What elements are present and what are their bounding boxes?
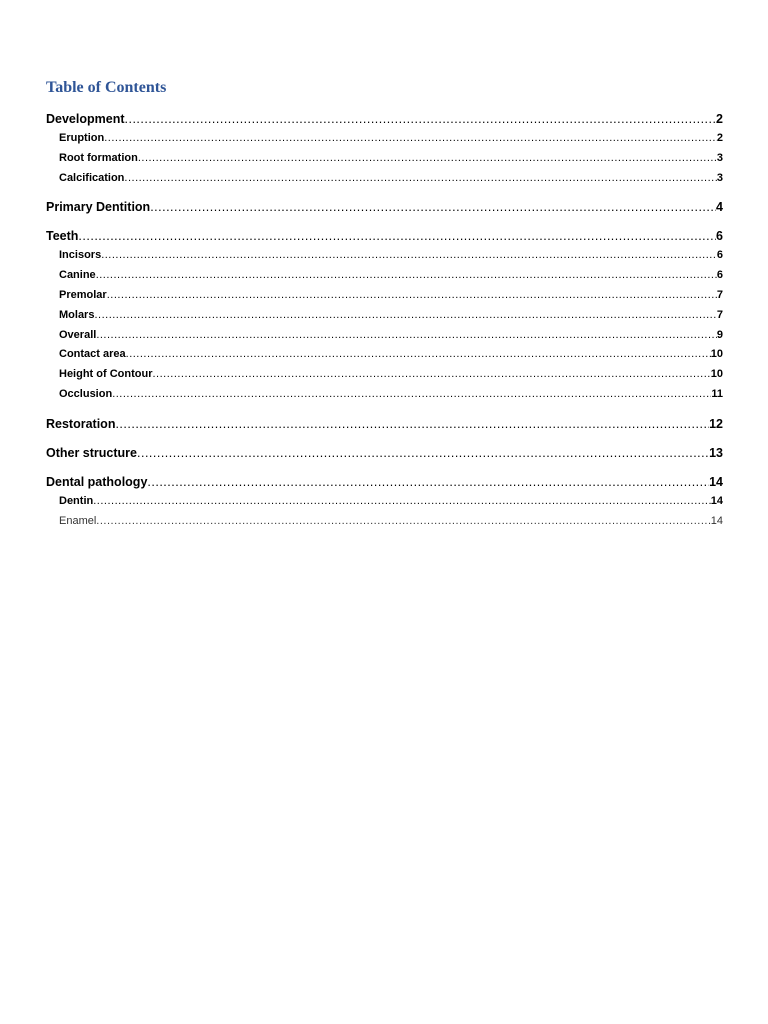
toc-entry-overall[interactable] <box>46 326 723 346</box>
toc-entry-canine[interactable] <box>46 266 723 286</box>
toc-page-number[interactable]: 2 <box>716 112 723 126</box>
dot-leader <box>96 266 717 286</box>
toc-entry-title[interactable]: Height of Contour <box>59 368 153 381</box>
dot-leader <box>147 472 709 492</box>
toc-entry-title[interactable]: Premolar <box>59 288 107 301</box>
toc-entry-title[interactable]: Other structure <box>46 445 137 460</box>
dot-leader <box>96 512 710 532</box>
toc-page-number[interactable]: 9 <box>716 328 723 341</box>
toc-page-number[interactable]: 10 <box>710 368 723 381</box>
toc-page-number[interactable]: 14 <box>710 494 723 507</box>
dot-leader <box>138 149 717 169</box>
toc-entry-dentin[interactable] <box>46 492 723 512</box>
toc-entry-title[interactable]: Restoration <box>46 416 116 431</box>
toc-entry-development[interactable] <box>46 109 723 129</box>
toc-entry-root-formation[interactable] <box>46 149 723 169</box>
dot-leader <box>104 129 717 149</box>
toc-heading: Table of Contents <box>46 79 167 96</box>
toc-page-number[interactable]: 10 <box>710 348 723 361</box>
toc-page-number[interactable]: 12 <box>709 416 723 431</box>
toc-entry-title[interactable]: Development <box>46 112 125 126</box>
dot-leader <box>152 365 710 385</box>
dot-leader <box>96 326 717 346</box>
toc-entry-title[interactable]: Teeth <box>46 229 79 244</box>
toc-entry-incisors[interactable] <box>46 246 723 266</box>
toc-entry-title[interactable]: Canine <box>59 269 96 282</box>
toc-entry-premolar[interactable] <box>46 286 723 306</box>
toc-entry-title[interactable]: Dentin <box>59 494 94 507</box>
toc-entry-other-structure[interactable] <box>46 443 723 463</box>
toc-page-number[interactable]: 2 <box>716 132 723 144</box>
toc-page-number[interactable]: 7 <box>716 288 723 301</box>
toc-entry-occlusion[interactable] <box>46 385 723 405</box>
toc-entry-title[interactable]: Eruption <box>59 132 105 144</box>
toc-entry-molars[interactable] <box>46 306 723 326</box>
toc-entry-calcification[interactable] <box>46 169 723 189</box>
toc-entry-enamel[interactable] <box>46 512 723 532</box>
dot-leader <box>101 246 717 266</box>
toc-entry-dental-pathology[interactable] <box>46 472 723 492</box>
toc-entry-title[interactable]: Root formation <box>59 151 138 164</box>
toc-entry-teeth[interactable] <box>46 226 723 246</box>
toc-page-number[interactable]: 14 <box>710 514 723 527</box>
toc-entry-eruption[interactable] <box>46 129 723 149</box>
dot-leader <box>125 109 717 129</box>
toc-page-number[interactable]: 3 <box>716 151 723 164</box>
toc-page-number[interactable]: 13 <box>709 445 723 460</box>
toc-entry-height-of-contour[interactable] <box>46 365 723 385</box>
dot-leader <box>94 306 716 326</box>
toc-page-number[interactable]: 14 <box>709 474 723 489</box>
dot-leader <box>126 345 711 365</box>
toc-entry-title[interactable]: Occlusion <box>59 387 113 400</box>
toc-entry-title[interactable]: Primary Dentition <box>46 200 151 215</box>
toc-page-number[interactable]: 6 <box>716 269 723 282</box>
toc-entry-title[interactable]: Incisors <box>59 249 102 262</box>
dot-leader <box>137 443 709 463</box>
toc-entry-title[interactable]: Dental pathology <box>46 474 148 489</box>
toc-page-number[interactable]: 3 <box>716 171 723 184</box>
dot-leader <box>78 226 716 246</box>
dot-leader <box>124 169 716 189</box>
toc-entry-title[interactable]: Overall <box>59 328 97 341</box>
toc-list <box>46 109 723 531</box>
toc-entry-title[interactable]: Calcification <box>59 171 125 184</box>
toc-entry-title[interactable]: Molars <box>59 308 95 321</box>
toc-entry-restoration[interactable] <box>46 414 723 434</box>
toc-page-number[interactable]: 6 <box>716 229 723 244</box>
toc-page-number[interactable]: 7 <box>716 308 723 321</box>
dot-leader <box>93 492 711 512</box>
dot-leader <box>112 385 711 405</box>
toc-entry-title[interactable]: Contact area <box>59 348 126 361</box>
toc-entry-title[interactable]: Enamel <box>59 514 97 527</box>
dot-leader <box>107 286 717 306</box>
toc-entry-primary-dentition[interactable] <box>46 197 723 217</box>
dot-leader <box>150 197 716 217</box>
toc-entry-contact-area[interactable] <box>46 345 723 365</box>
dot-leader <box>115 414 709 434</box>
toc-page-number[interactable]: 6 <box>716 249 723 262</box>
toc-page-number[interactable]: 11 <box>711 387 723 400</box>
toc-page-number[interactable]: 4 <box>716 200 723 215</box>
